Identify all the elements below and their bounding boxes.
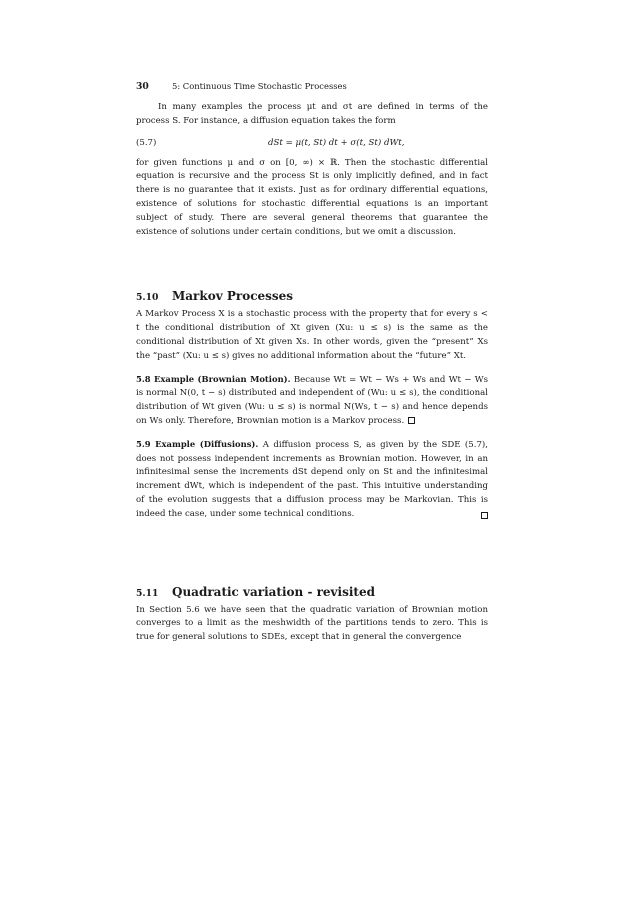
after-equation-paragraph: for given functions μ and σ on [0, ∞) × ℝ. Then the stochastic differential equation is recursive and the process St is only implicitly defined, and in fact there is no guarantee that it exists. Just as for ordinary differential equations, existence of solutions for stochastic differential equations is an important subject of study. There are several general theorems that guarantee the existence of solutions under certain conditions, but we omit a discussion.: [136, 157, 488, 237]
section-title: Markov Processes: [172, 289, 294, 304]
section-number: 5.11: [136, 587, 159, 599]
example-5-8: [136, 373, 488, 429]
markov-paragraph: A Markov Process X is a stochastic process with the property that for every s < t the conditional distribution of Xt given (Xu: u ≤ s) is the same as the conditional distribution of Xt given Xs. In other words, given the “present” Xs the “past” (Xu: u ≤ s) gives no additional information about the “future” Xt.: [136, 309, 488, 361]
section-heading-5-10: [136, 286, 488, 304]
equation-number: (5.7): [136, 137, 157, 148]
chapter-title: 5: Continuous Time Stochastic Processes: [172, 81, 347, 91]
running-head: [136, 80, 488, 92]
section-title: Quadratic variation - revisited: [172, 584, 375, 599]
quadratic-variation-paragraph: In Section 5.6 we have seen that the quadratic variation of Brownian motion converges to a limit as the meshwidth of the partitions tends to zero. This is true for general solutions to SDEs, except that in general the convergence: [136, 604, 488, 643]
example-text: Because Wt = Wt − Ws + Ws and Wt − Ws is normal N(0, t − s) distributed and independent of (Wu: u ≤ s), the conditional distribution of Wt given (Wu: u ≤ s) is normal N(Ws, t − s) and hence depends on Ws only. Therefore, Brownian motion is a Markov process.: [136, 374, 489, 426]
example-label: 5.8 Example (Brownian Motion).: [136, 373, 291, 384]
qed-symbol: [408, 417, 415, 424]
book-page: [136, 80, 488, 645]
equation-5-7: [136, 136, 488, 150]
section-heading-5-11: [136, 582, 488, 600]
page-number: 30: [136, 81, 149, 92]
qed-symbol: [481, 512, 488, 519]
section-number: 5.10: [136, 292, 159, 304]
equation-body: dSt = μ(t, St) dt + σ(t, St) dWt,: [268, 137, 405, 148]
example-text: A diffusion process S, as given by the SDE (5.7), does not possess independent increments as Brownian motion. However, in an infinitesimal sense the increments dSt depend only on St and the infinitesimal increment dWt, which is independent of the past. This intuitive understanding of the evolution suggests that a diffusion process may be Markovian. This is indeed the case, under some technical conditions.: [136, 439, 488, 519]
example-label: 5.9 Example (Diffusions).: [136, 438, 259, 449]
example-5-9: [136, 438, 488, 522]
intro-paragraph: In many examples the process μt and σt are defined in terms of the process S. For instance, a diffusion equation takes the form: [136, 102, 488, 126]
